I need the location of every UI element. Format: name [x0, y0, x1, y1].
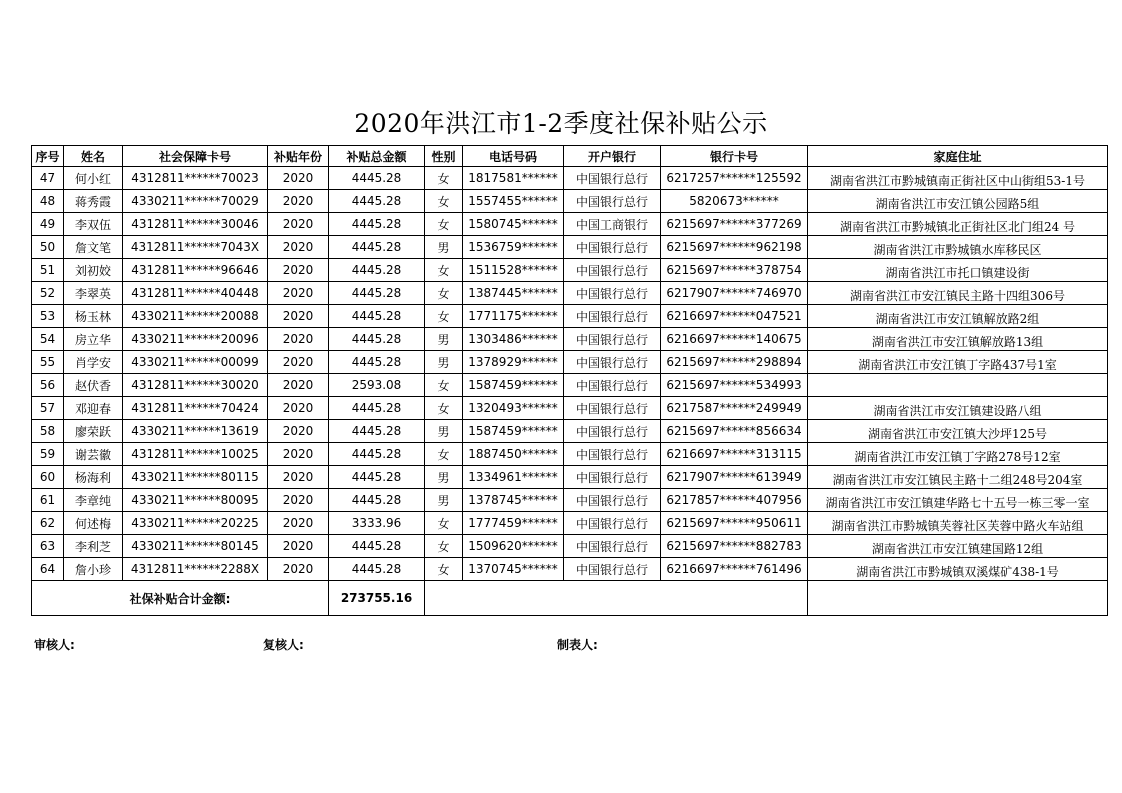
- row-phone: 1378929******: [463, 351, 564, 374]
- header-address: 家庭住址: [808, 146, 1108, 167]
- row-gender: 女: [425, 558, 463, 581]
- row-gender: 女: [425, 374, 463, 397]
- row-name: 房立华: [64, 328, 123, 351]
- row-bank: 中国银行总行: [564, 259, 661, 282]
- row-address: 湖南省洪江市安江镇民主路十二组248号204室: [808, 466, 1108, 489]
- row-bank-card: 6216697******761496: [661, 558, 808, 581]
- row-amount: 4445.28: [329, 167, 425, 190]
- row-year: 2020: [268, 305, 329, 328]
- row-social-card: 4312811******7043X: [123, 236, 268, 259]
- table-row: [32, 512, 1108, 535]
- table-row: [32, 443, 1108, 466]
- row-gender: 男: [425, 489, 463, 512]
- row-bank-card: 6217907******613949: [661, 466, 808, 489]
- row-name: 谢芸徽: [64, 443, 123, 466]
- row-address: 湖南省洪江市安江镇民主路十四组306号: [808, 282, 1108, 305]
- row-bank-card: 6215697******534993: [661, 374, 808, 397]
- row-index: 61: [32, 489, 64, 512]
- row-bank-card: 6215697******962198: [661, 236, 808, 259]
- row-amount: 4445.28: [329, 558, 425, 581]
- row-social-card: 4312811******30046: [123, 213, 268, 236]
- row-amount: 4445.28: [329, 328, 425, 351]
- row-gender: 女: [425, 259, 463, 282]
- row-gender: 男: [425, 328, 463, 351]
- row-phone: 1817581******: [463, 167, 564, 190]
- row-social-card: 4330211******80145: [123, 535, 268, 558]
- row-amount: 4445.28: [329, 236, 425, 259]
- row-index: 59: [32, 443, 64, 466]
- row-bank-card: 6217587******249949: [661, 397, 808, 420]
- row-social-card: 4312811******70023: [123, 167, 268, 190]
- row-amount: 4445.28: [329, 420, 425, 443]
- row-index: 51: [32, 259, 64, 282]
- row-name: 詹文笔: [64, 236, 123, 259]
- row-gender: 女: [425, 167, 463, 190]
- row-bank-card: 6215697******377269: [661, 213, 808, 236]
- row-bank-card: 6215697******882783: [661, 535, 808, 558]
- row-year: 2020: [268, 489, 329, 512]
- row-gender: 男: [425, 236, 463, 259]
- row-index: 53: [32, 305, 64, 328]
- row-address: 湖南省洪江市安江镇丁字路278号12室: [808, 443, 1108, 466]
- row-bank-card: 6217907******746970: [661, 282, 808, 305]
- row-phone: 1557455******: [463, 190, 564, 213]
- row-name: 何小红: [64, 167, 123, 190]
- table-row: [32, 535, 1108, 558]
- row-gender: 女: [425, 213, 463, 236]
- row-address: 湖南省洪江市安江镇解放路2组: [808, 305, 1108, 328]
- table-row: [32, 466, 1108, 489]
- row-year: 2020: [268, 259, 329, 282]
- row-index: 55: [32, 351, 64, 374]
- reviewer-label: 复核人:: [263, 638, 304, 652]
- row-address: 湖南省洪江市黔城镇水库移民区: [808, 236, 1108, 259]
- row-bank-card: 5820673******: [661, 190, 808, 213]
- row-name: 杨玉林: [64, 305, 123, 328]
- header-bank-card: 银行卡号: [661, 146, 808, 167]
- preparer-label: 制表人:: [557, 638, 598, 652]
- header-social-card: 社会保障卡号: [123, 146, 268, 167]
- header-year: 补贴年份: [268, 146, 329, 167]
- table-row: [32, 305, 1108, 328]
- row-address: 湖南省洪江市安江镇大沙坪125号: [808, 420, 1108, 443]
- row-phone: 1387445******: [463, 282, 564, 305]
- row-bank-card: 6216697******047521: [661, 305, 808, 328]
- row-gender: 女: [425, 443, 463, 466]
- row-social-card: 4312811******10025: [123, 443, 268, 466]
- row-phone: 1777459******: [463, 512, 564, 535]
- row-bank: 中国银行总行: [564, 397, 661, 420]
- row-index: 60: [32, 466, 64, 489]
- row-address: 湖南省洪江市安江镇建华路七十五号一栋三零一室: [808, 489, 1108, 512]
- row-bank: 中国银行总行: [564, 305, 661, 328]
- row-social-card: 4312811******40448: [123, 282, 268, 305]
- row-bank-card: 6215697******856634: [661, 420, 808, 443]
- table-row: [32, 328, 1108, 351]
- row-social-card: 4330211******13619: [123, 420, 268, 443]
- row-social-card: 4330211******80115: [123, 466, 268, 489]
- row-year: 2020: [268, 420, 329, 443]
- row-phone: 1370745******: [463, 558, 564, 581]
- row-gender: 女: [425, 305, 463, 328]
- row-index: 57: [32, 397, 64, 420]
- row-bank-card: 6215697******298894: [661, 351, 808, 374]
- row-phone: 1378745******: [463, 489, 564, 512]
- row-year: 2020: [268, 443, 329, 466]
- row-name: 李翠英: [64, 282, 123, 305]
- row-gender: 女: [425, 190, 463, 213]
- row-social-card: 4312811******2288X: [123, 558, 268, 581]
- row-name: 赵伏香: [64, 374, 123, 397]
- row-year: 2020: [268, 282, 329, 305]
- total-row: [32, 581, 1108, 616]
- table-row: [32, 397, 1108, 420]
- row-bank: 中国银行总行: [564, 167, 661, 190]
- row-bank: 中国工商银行: [564, 213, 661, 236]
- row-amount: 4445.28: [329, 305, 425, 328]
- table-row: [32, 213, 1108, 236]
- total-blank: [425, 581, 808, 616]
- row-bank: 中国银行总行: [564, 512, 661, 535]
- header-index: 序号: [32, 146, 64, 167]
- row-social-card: 4330211******70029: [123, 190, 268, 213]
- table-row: [32, 489, 1108, 512]
- table-row: [32, 236, 1108, 259]
- row-bank: 中国银行总行: [564, 420, 661, 443]
- row-address: 湖南省洪江市安江镇丁字路437号1室: [808, 351, 1108, 374]
- row-bank: 中国银行总行: [564, 236, 661, 259]
- row-gender: 女: [425, 397, 463, 420]
- row-year: 2020: [268, 535, 329, 558]
- row-year: 2020: [268, 213, 329, 236]
- row-amount: 4445.28: [329, 190, 425, 213]
- row-phone: 1580745******: [463, 213, 564, 236]
- row-amount: 4445.28: [329, 351, 425, 374]
- row-year: 2020: [268, 558, 329, 581]
- header-gender: 性别: [425, 146, 463, 167]
- row-index: 63: [32, 535, 64, 558]
- total-value: 273755.16: [329, 581, 425, 616]
- row-bank: 中国银行总行: [564, 282, 661, 305]
- row-bank: 中国银行总行: [564, 535, 661, 558]
- row-bank: 中国银行总行: [564, 328, 661, 351]
- row-social-card: 4330211******80095: [123, 489, 268, 512]
- row-name: 李双伍: [64, 213, 123, 236]
- row-year: 2020: [268, 397, 329, 420]
- row-index: 62: [32, 512, 64, 535]
- row-social-card: 4330211******20088: [123, 305, 268, 328]
- row-bank: 中国银行总行: [564, 351, 661, 374]
- row-gender: 男: [425, 351, 463, 374]
- row-amount: 4445.28: [329, 213, 425, 236]
- row-bank: 中国银行总行: [564, 466, 661, 489]
- row-index: 50: [32, 236, 64, 259]
- row-name: 刘初姣: [64, 259, 123, 282]
- row-phone: 1587459******: [463, 420, 564, 443]
- row-address: [808, 374, 1108, 397]
- row-name: 詹小珍: [64, 558, 123, 581]
- row-amount: 4445.28: [329, 259, 425, 282]
- row-index: 47: [32, 167, 64, 190]
- row-phone: 1887450******: [463, 443, 564, 466]
- row-bank: 中国银行总行: [564, 443, 661, 466]
- row-gender: 女: [425, 535, 463, 558]
- row-social-card: 4330211******20096: [123, 328, 268, 351]
- table-row: [32, 259, 1108, 282]
- row-social-card: 4312811******70424: [123, 397, 268, 420]
- row-bank-card: 6217857******407956: [661, 489, 808, 512]
- row-social-card: 4312811******96646: [123, 259, 268, 282]
- row-index: 52: [32, 282, 64, 305]
- total-blank-address: [808, 581, 1108, 616]
- row-gender: 男: [425, 420, 463, 443]
- row-address: 湖南省洪江市黔城镇双溪煤矿438-1号: [808, 558, 1108, 581]
- row-phone: 1509620******: [463, 535, 564, 558]
- header-amount: 补贴总金额: [329, 146, 425, 167]
- table-row: [32, 190, 1108, 213]
- row-phone: 1334961******: [463, 466, 564, 489]
- row-name: 何述梅: [64, 512, 123, 535]
- row-name: 蒋秀霞: [64, 190, 123, 213]
- row-year: 2020: [268, 190, 329, 213]
- table-row: [32, 167, 1108, 190]
- table-row: [32, 374, 1108, 397]
- row-address: 湖南省洪江市安江镇解放路13组: [808, 328, 1108, 351]
- table-row: [32, 282, 1108, 305]
- row-gender: 男: [425, 466, 463, 489]
- row-name: 杨海利: [64, 466, 123, 489]
- row-amount: 4445.28: [329, 397, 425, 420]
- row-phone: 1303486******: [463, 328, 564, 351]
- auditor-label: 审核人:: [34, 638, 75, 652]
- row-name: 廖荣跃: [64, 420, 123, 443]
- row-social-card: 4330211******20225: [123, 512, 268, 535]
- row-bank: 中国银行总行: [564, 374, 661, 397]
- row-address: 湖南省洪江市托口镇建设街: [808, 259, 1108, 282]
- table-row: [32, 558, 1108, 581]
- row-amount: 2593.08: [329, 374, 425, 397]
- header-bank: 开户银行: [564, 146, 661, 167]
- row-bank: 中国银行总行: [564, 489, 661, 512]
- row-year: 2020: [268, 374, 329, 397]
- row-index: 48: [32, 190, 64, 213]
- row-phone: 1771175******: [463, 305, 564, 328]
- row-gender: 女: [425, 282, 463, 305]
- row-phone: 1587459******: [463, 374, 564, 397]
- row-name: 李利芝: [64, 535, 123, 558]
- row-gender: 女: [425, 512, 463, 535]
- row-year: 2020: [268, 236, 329, 259]
- row-bank: 中国银行总行: [564, 558, 661, 581]
- row-phone: 1536759******: [463, 236, 564, 259]
- header-row: [32, 146, 1108, 167]
- row-name: 李章纯: [64, 489, 123, 512]
- row-social-card: 4312811******30020: [123, 374, 268, 397]
- row-amount: 4445.28: [329, 466, 425, 489]
- row-amount: 4445.28: [329, 282, 425, 305]
- row-bank: 中国银行总行: [564, 190, 661, 213]
- row-year: 2020: [268, 328, 329, 351]
- row-bank-card: 6217257******125592: [661, 167, 808, 190]
- row-index: 54: [32, 328, 64, 351]
- row-year: 2020: [268, 351, 329, 374]
- row-social-card: 4330211******00099: [123, 351, 268, 374]
- row-address: 湖南省洪江市安江镇公园路5组: [808, 190, 1108, 213]
- row-address: 湖南省洪江市黔城镇南正街社区中山街组53-1号: [808, 167, 1108, 190]
- row-amount: 4445.28: [329, 443, 425, 466]
- total-label: 社保补贴合计金额:: [32, 581, 329, 616]
- row-index: 56: [32, 374, 64, 397]
- row-name: 邓迎春: [64, 397, 123, 420]
- row-index: 58: [32, 420, 64, 443]
- row-bank-card: 6215697******950611: [661, 512, 808, 535]
- row-year: 2020: [268, 167, 329, 190]
- row-year: 2020: [268, 466, 329, 489]
- row-year: 2020: [268, 512, 329, 535]
- table-row: [32, 420, 1108, 443]
- row-amount: 4445.28: [329, 535, 425, 558]
- page-title: 2020年洪江市1-2季度社保补贴公示: [354, 109, 768, 138]
- header-name: 姓名: [64, 146, 123, 167]
- row-phone: 1320493******: [463, 397, 564, 420]
- row-address: 湖南省洪江市黔城镇芙蓉社区芙蓉中路火车站组: [808, 512, 1108, 535]
- row-name: 肖学安: [64, 351, 123, 374]
- row-index: 64: [32, 558, 64, 581]
- header-phone: 电话号码: [463, 146, 564, 167]
- row-index: 49: [32, 213, 64, 236]
- row-amount: 4445.28: [329, 489, 425, 512]
- row-bank-card: 6215697******378754: [661, 259, 808, 282]
- subsidy-table: [31, 145, 1108, 616]
- table-row: [32, 351, 1108, 374]
- row-amount: 3333.96: [329, 512, 425, 535]
- row-address: 湖南省洪江市黔城镇北正街社区北门组24 号: [808, 213, 1108, 236]
- row-bank-card: 6216697******140675: [661, 328, 808, 351]
- row-phone: 1511528******: [463, 259, 564, 282]
- row-address: 湖南省洪江市安江镇建国路12组: [808, 535, 1108, 558]
- row-address: 湖南省洪江市安江镇建设路八组: [808, 397, 1108, 420]
- row-bank-card: 6216697******313115: [661, 443, 808, 466]
